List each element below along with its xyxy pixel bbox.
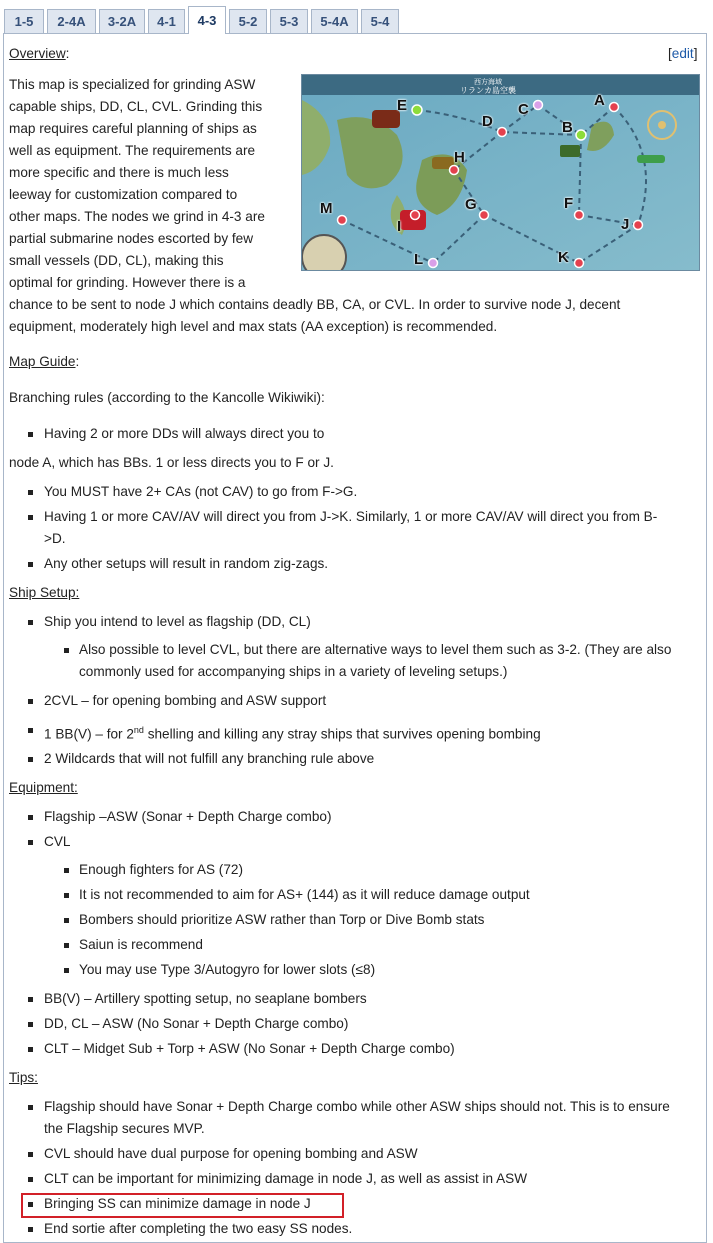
equipment-item: CLT – Midget Sub + Torp + ASW (No Sonar + Depth Charge combo): [44, 1041, 455, 1056]
branch-rule-cav: Having 1 or more CAV/AV will direct you from J->K. Similarly, 1 or more CAV/AV will direct you from B-: [44, 509, 658, 524]
map-node-k: K: [558, 249, 569, 266]
map-illustration: [302, 75, 700, 271]
map-node-f: F: [564, 195, 574, 212]
tip-item-highlighted: Bringing SS can minimize damage in node J: [44, 1196, 311, 1211]
map-guide-heading: Map Guide:: [9, 354, 80, 369]
bullet-dot: [28, 490, 33, 495]
tab-4-3[interactable]: 4-3: [188, 6, 226, 34]
equipment-subitem: Enough fighters for AS (72): [79, 862, 243, 877]
overview-line: small vessels (DD, CL), making this: [9, 253, 224, 268]
bullet-dot: [64, 893, 69, 898]
bullet-dot: [28, 562, 33, 567]
tab-4-1[interactable]: 4-1: [148, 9, 185, 33]
bullet-dot: [64, 968, 69, 973]
bullet-dot: [28, 699, 33, 704]
bullet-dot: [28, 997, 33, 1002]
equipment-item: Flagship –ASW (Sonar + Depth Charge combo): [44, 809, 332, 824]
bullet-dot: [64, 943, 69, 948]
ship-setup-item: Ship you intend to level as flagship (DD, CL): [44, 614, 311, 629]
map-image: [301, 74, 700, 271]
bullet-dot: [28, 1177, 33, 1182]
bullet-dot: [28, 757, 33, 762]
branch-rule-continuation: node A, which has BBs. 1 or less directs you to F or J.: [9, 455, 334, 470]
branch-rule-dd: Having 2 or more DDs will always direct you to: [44, 426, 325, 441]
map-node-a: A: [594, 92, 605, 109]
map-caption-region: リランカ島空襲: [460, 86, 516, 95]
overview-line: optimal for grinding. However there is a: [9, 275, 246, 290]
bullet-dot: [28, 1022, 33, 1027]
bullet-dot: [28, 1152, 33, 1157]
tip-item: CVL should have dual purpose for opening bombing and ASW: [44, 1146, 418, 1161]
bullet-dot: [28, 728, 33, 733]
bullet-dot: [64, 918, 69, 923]
bullet-dot: [64, 868, 69, 873]
overview-line: other maps. The nodes we grind in 4-3 are: [9, 209, 265, 224]
equipment-heading: Equipment:: [9, 780, 78, 795]
overview-line: more specific and there is much less: [9, 165, 229, 180]
bullet-dot: [28, 515, 33, 520]
map-node-m: M: [320, 200, 333, 217]
bullet-dot: [28, 1227, 33, 1232]
equipment-subitem: You may use Type 3/Autogyro for lower slots (≤8): [79, 962, 376, 977]
ship-setup-item: 2 Wildcards that will not fulfill any branching rule above: [44, 751, 375, 766]
tip-item: CLT can be important for minimizing damage in node J, as well as assist in ASW: [44, 1171, 528, 1186]
branch-rule-ca: You MUST have 2+ CAs (not CAV) to go from F->G.: [44, 484, 358, 499]
map-node-l: L: [414, 251, 424, 268]
map-node-j: J: [621, 216, 630, 233]
tab-5-4a[interactable]: 5-4A: [311, 9, 358, 33]
equipment-item: CVL: [44, 834, 71, 849]
bullet-dot: [28, 815, 33, 820]
tab-2-4a[interactable]: 2-4A: [47, 9, 96, 33]
overview-line: leeway for customization compared to: [9, 187, 238, 202]
overview-line: This map is specialized for grinding ASW: [9, 77, 256, 92]
tab-1-5[interactable]: 1-5: [4, 9, 44, 33]
tips-heading: Tips:: [9, 1070, 38, 1085]
overview-line: capable ships, DD, CL, CVL. Grinding this: [9, 99, 263, 114]
map-node-c: C: [518, 101, 529, 118]
overview-heading: Overview:: [9, 46, 70, 61]
tab-5-4[interactable]: 5-4: [361, 9, 399, 33]
bullet-dot: [28, 432, 33, 437]
ship-setup-item: 2CVL – for opening bombing and ASW support: [44, 693, 327, 708]
bullet-dot: [28, 840, 33, 845]
equipment-subitem: Bombers should prioritize ASW rather than Torp or Dive Bomb stats: [79, 912, 485, 927]
map-caption-top: 西方海域: [474, 78, 502, 86]
bullet-dot: [28, 1105, 33, 1110]
overview-line: equipment, moderately high level and max stats (AA exception) is recommended.: [9, 319, 498, 334]
map-node-g: G: [465, 196, 477, 213]
highlight-box: [21, 1193, 344, 1218]
bullet-dot: [64, 648, 69, 653]
map-tabs: [0, 0, 713, 34]
overview-line: chance to be sent to node J which contains deadly BB, CA, or CVL. In order to survive node J, decent: [9, 297, 621, 312]
tab-3-2a[interactable]: 3-2A: [99, 9, 145, 33]
map-node-d: D: [482, 113, 493, 130]
overview-line: well as equipment. The requirements are: [9, 143, 256, 158]
map-node-i: I: [397, 218, 402, 235]
map-node-h: H: [454, 149, 465, 166]
ship-setup-item: 1 BB(V) – for 2nd shelling and killing any stray ships that survives opening bombing: [44, 725, 541, 742]
ship-setup-subitem: Also possible to level CVL, but there are alternative ways to level them such as 3-2. (They are also: [79, 642, 672, 657]
equipment-item: BB(V) – Artillery spotting setup, no seaplane bombers: [44, 991, 367, 1006]
branching-intro: Branching rules (according to the Kancolle Wikiwiki):: [9, 390, 325, 405]
tab-5-2[interactable]: 5-2: [229, 9, 267, 33]
equipment-item: DD, CL – ASW (No Sonar + Depth Charge combo): [44, 1016, 349, 1031]
branch-rule-cav-cont: >D.: [44, 531, 66, 546]
tip-item: Flagship should have Sonar + Depth Charge combo while other ASW ships should not. This is to ensure: [44, 1099, 670, 1114]
tip-item-cont: the Flagship secures MVP.: [44, 1121, 205, 1136]
overview-line: map requires careful planning of ships as: [9, 121, 257, 136]
equipment-subitem: It is not recommended to aim for AS+ (144) as it will reduce damage output: [79, 887, 530, 902]
ship-setup-subitem-cont: commonly used for accompanying ships in a variety of leveling setups.): [79, 664, 508, 679]
overview-line: partial submarine nodes escorted by few: [9, 231, 254, 246]
bullet-dot: [28, 1047, 33, 1052]
map-node-b: B: [562, 119, 573, 136]
equipment-subitem: Saiun is recommend: [79, 937, 203, 952]
tip-item: End sortie after completing the two easy SS nodes.: [44, 1221, 353, 1236]
edit-link-text[interactable]: edit: [671, 46, 694, 61]
tab-5-3[interactable]: 5-3: [270, 9, 308, 33]
ship-setup-heading: Ship Setup:: [9, 585, 80, 600]
map-node-e: E: [397, 97, 408, 114]
edit-link[interactable]: [edit]: [668, 46, 698, 61]
bullet-dot: [28, 620, 33, 625]
branch-rule-other: Any other setups will result in random zig-zags.: [44, 556, 329, 571]
